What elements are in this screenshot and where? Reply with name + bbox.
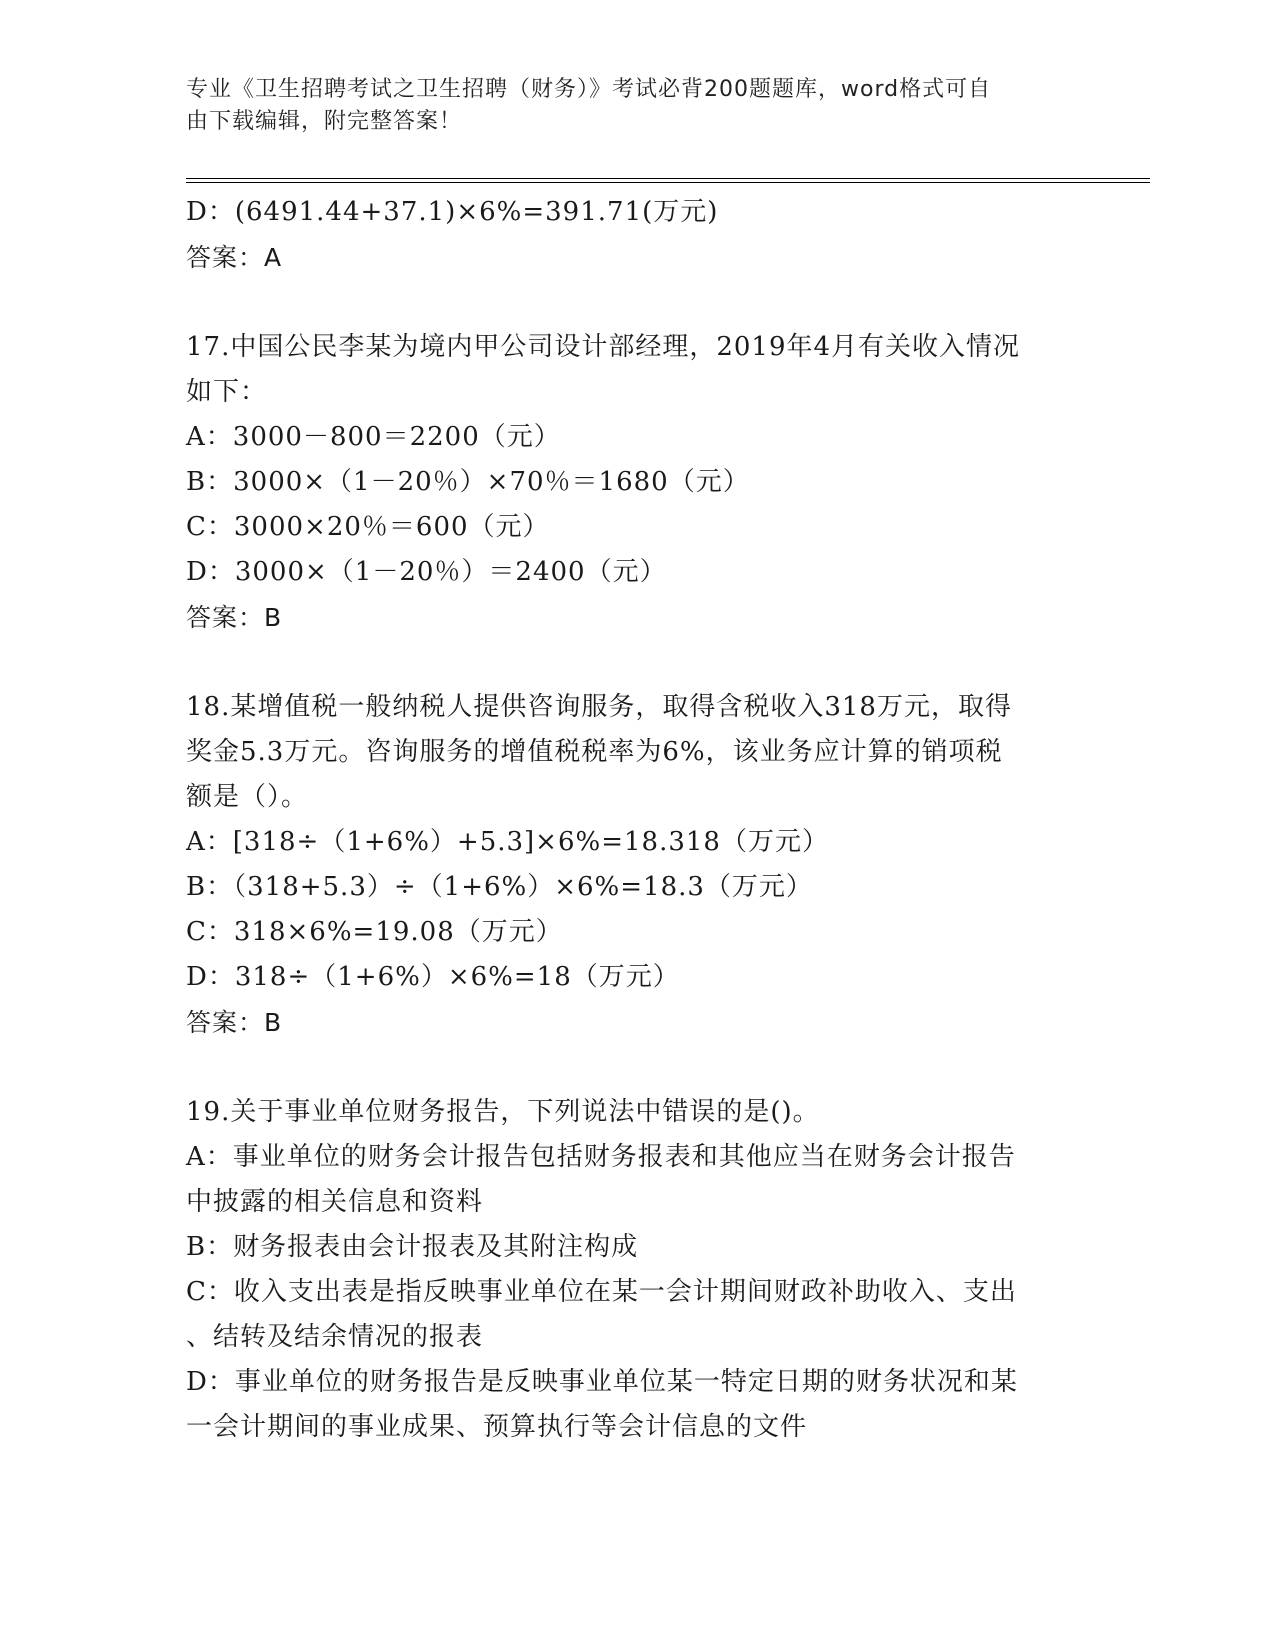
q18-question-line-3: 额是（）。 [186, 782, 309, 812]
q17-option-d: D：3000×（1－20％）＝2400（元） [186, 557, 667, 587]
q18-option-d: D：318÷（1+6%）×6%=18（万元） [186, 962, 680, 992]
q18-question-line-2: 奖金5.3万元。咨询服务的增值税税率为6%，该业务应计算的销项税 [186, 737, 1003, 767]
document-header [186, 74, 1066, 138]
spacer [186, 640, 1086, 685]
q19-option-a-line-1: A：事业单位的财务会计报告包括财务报表和其他应当在财务会计报告 [186, 1142, 1016, 1172]
header-rule-top [186, 178, 1150, 179]
q19-option-a-line-2: 中披露的相关信息和资料 [186, 1187, 484, 1217]
spacer [186, 280, 1086, 325]
q17-option-c: C：3000×20％＝600（元） [186, 512, 550, 542]
q19-option-c-line-1: C：收入支出表是指反映事业单位在某一会计期间财政补助收入、支出 [186, 1277, 1017, 1307]
q19-option-d-line-1: D：事业单位的财务报告是反映事业单位某一特定日期的财务状况和某 [186, 1367, 1018, 1397]
q16-answer: 答案：A [186, 243, 283, 272]
q19-question-line-1: 19.关于事业单位财务报告，下列说法中错误的是()。 [186, 1097, 820, 1127]
header-line-2: 由下载编辑，附完整答案！ [186, 109, 463, 134]
document-body [186, 190, 1086, 1450]
q17-question-line-1: 17.中国公民李某为境内甲公司设计部经理，2019年4月有关收入情况 [186, 332, 1021, 362]
q17-answer: 答案：B [186, 603, 283, 632]
spacer [186, 1045, 1086, 1090]
q18-answer: 答案：B [186, 1008, 283, 1037]
q17-question-line-2: 如下： [186, 377, 268, 407]
header-line-1: 专业《卫生招聘考试之卫生招聘（财务）》考试必背200题题库，word格式可自 [186, 77, 992, 102]
q19-option-d-line-2: 一会计期间的事业成果、预算执行等会计信息的文件 [186, 1412, 808, 1442]
q19-option-c-line-2: 、结转及结余情况的报表 [186, 1322, 484, 1352]
question-18 [186, 685, 1086, 1045]
header-rule-bottom [186, 182, 1150, 183]
q16-option-d: D：(6491.44+37.1)×6%=391.71(万元) [186, 197, 719, 227]
q18-question-line-1: 18.某增值税一般纳税人提供咨询服务，取得含税收入318万元，取得 [186, 692, 1012, 722]
q18-option-a: A：[318÷（1+6%）+5.3]×6%=18.318（万元） [186, 827, 829, 857]
question-17 [186, 325, 1086, 640]
q19-option-b: B：财务报表由会计报表及其附注构成 [186, 1232, 639, 1262]
question-19 [186, 1090, 1086, 1450]
question-16-tail [186, 190, 1086, 280]
q18-option-c: C：318×6%=19.08（万元） [186, 917, 563, 947]
q18-option-b: B：（318+5.3）÷（1+6%）×6%=18.3（万元） [186, 872, 813, 902]
q17-option-a: A：3000－800＝2200（元） [186, 422, 561, 452]
q17-option-b: B：3000×（1－20％）×70％＝1680（元） [186, 467, 750, 497]
